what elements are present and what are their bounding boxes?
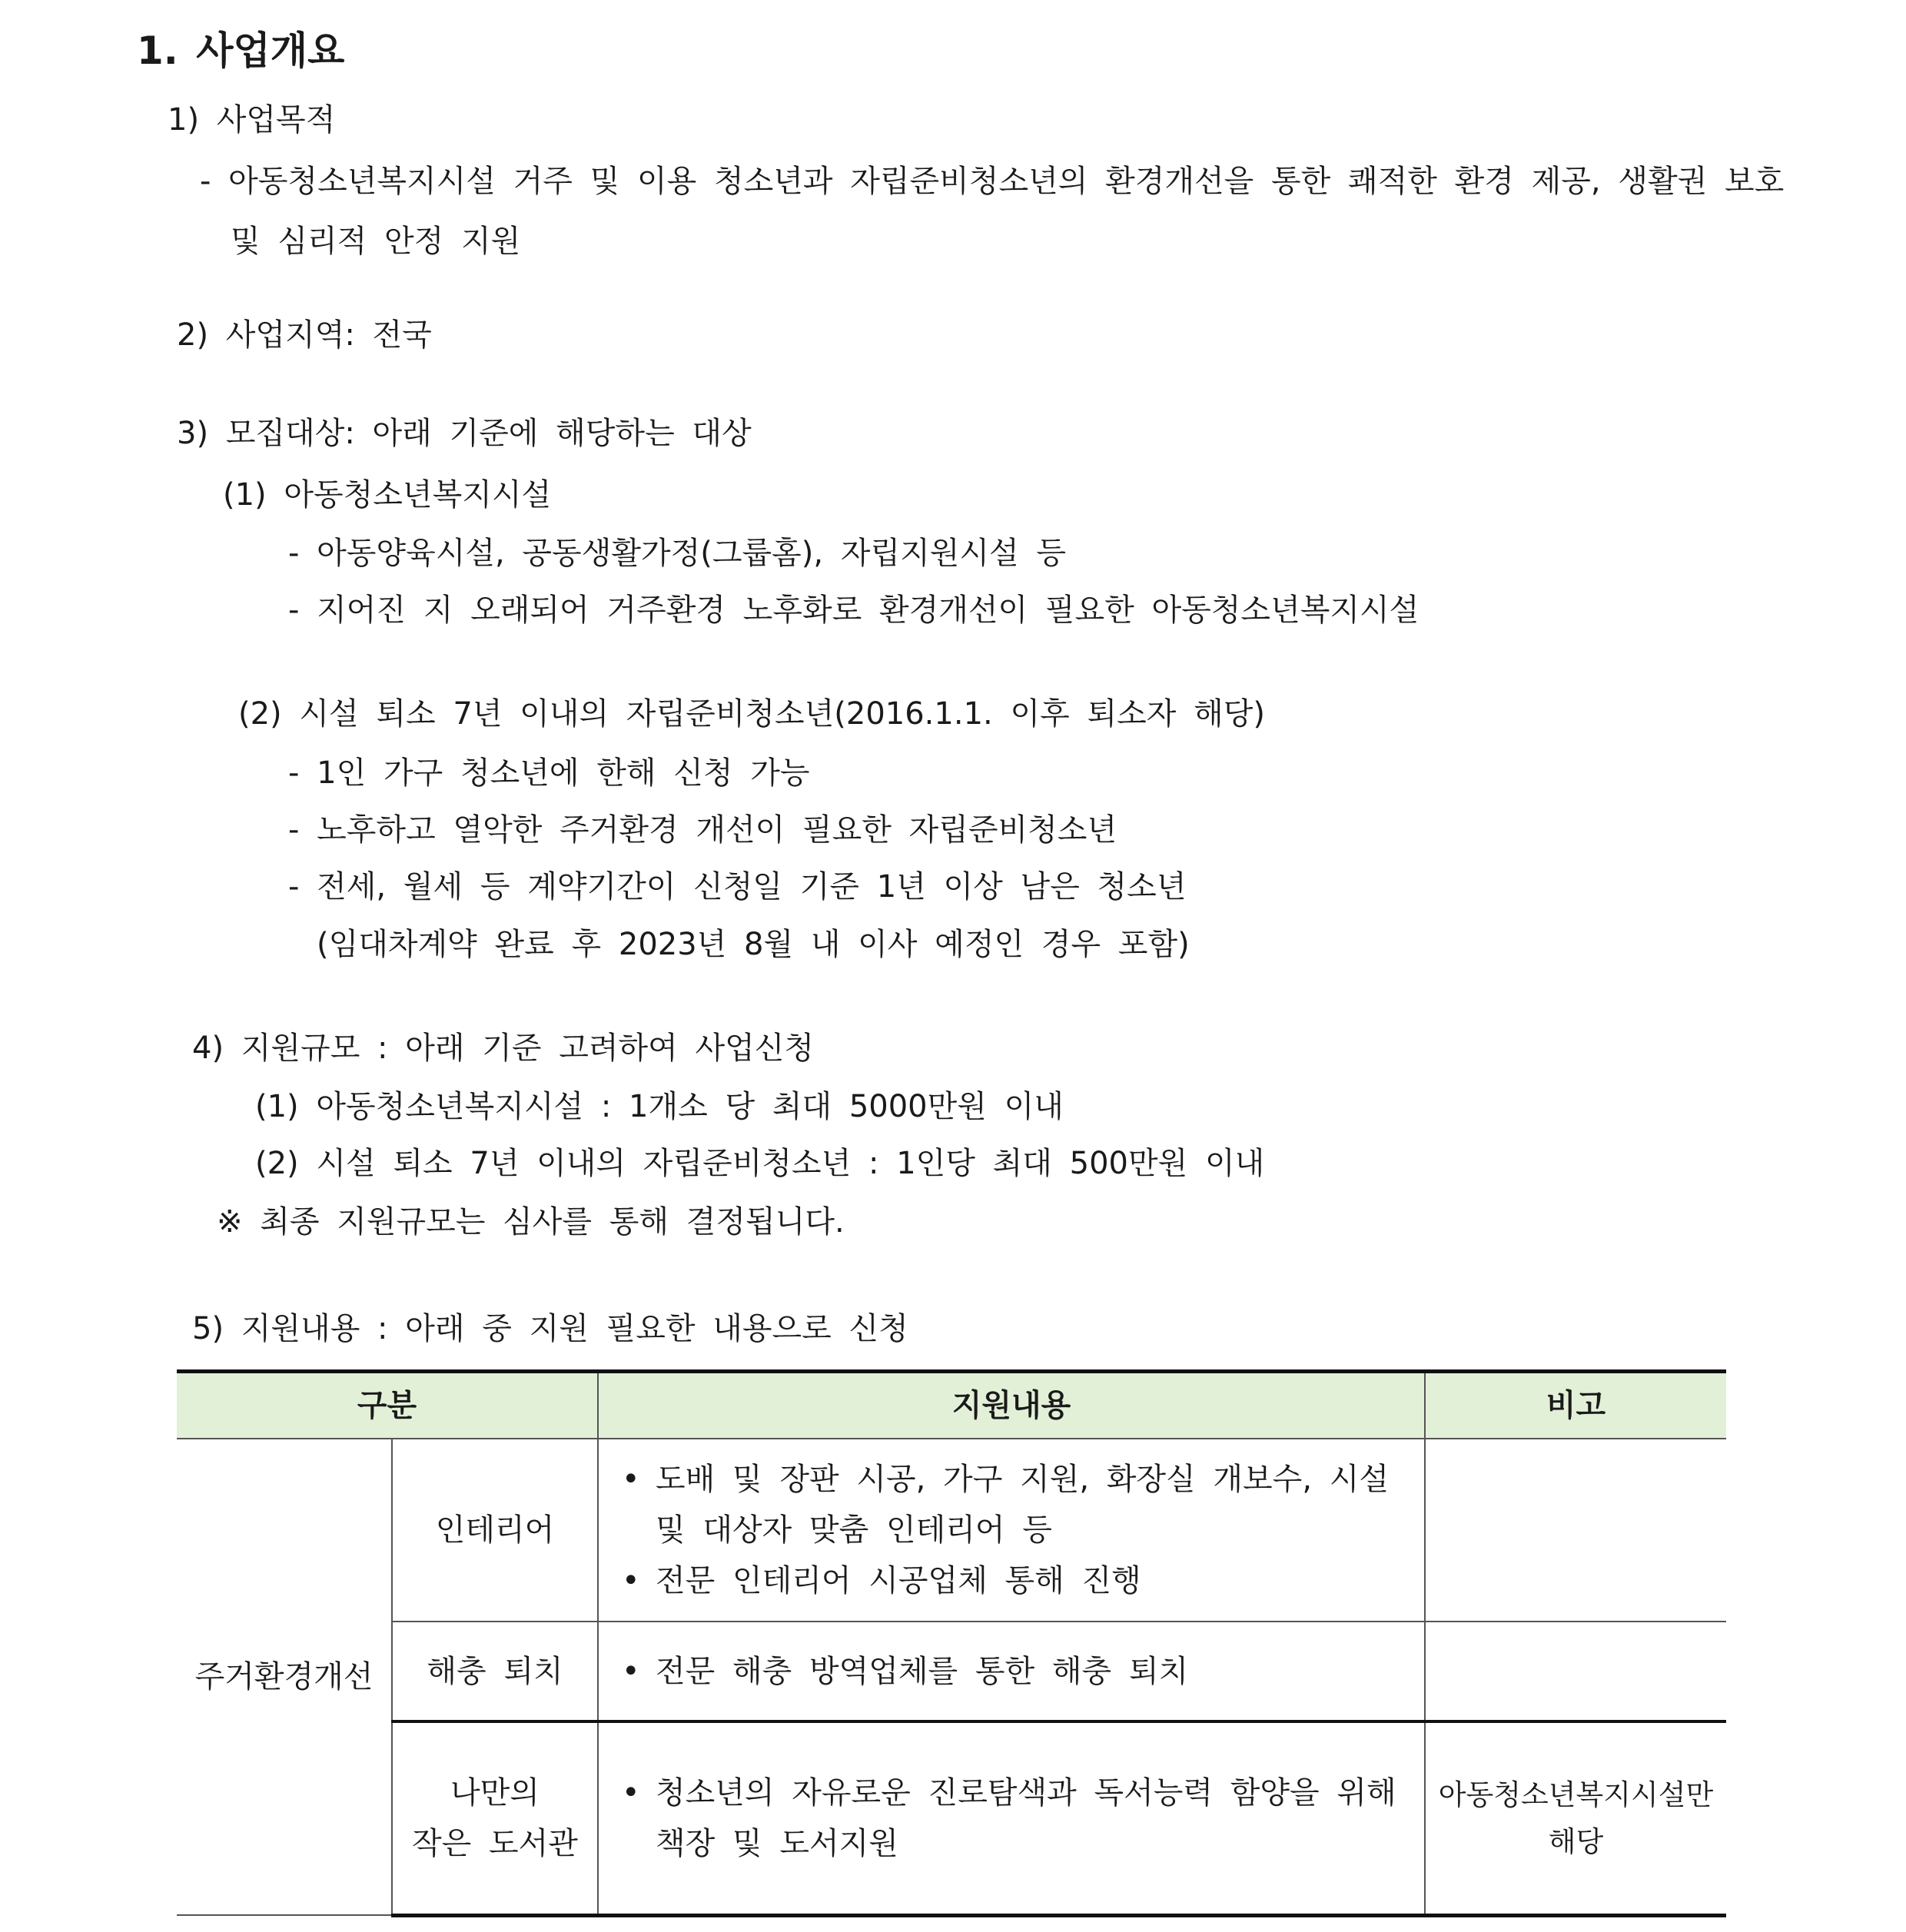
table-row [177, 1622, 1726, 1721]
content-bullet: • 전문 인테리어 시공업체 통해 진행 [622, 1555, 1406, 1606]
target-group2-note: (임대차계약 완료 후 2023년 8월 내 이사 예정인 경우 포함) [317, 927, 1190, 962]
support-content-table [177, 1369, 1726, 1917]
target-heading: 3) 모집대상: 아래 기준에 해당하는 대상 [177, 416, 752, 451]
remarks-line: 아동청소년복지시설만 [1438, 1778, 1714, 1811]
subcategory-line: 나만의 [450, 1774, 540, 1811]
content-bullet: • 도배 및 장판 시공, 가구 지원, 화장실 개보수, 시설 및 대상자 맞춤 인테리어 등 [622, 1454, 1406, 1555]
purpose-heading: 1) 사업목적 [168, 102, 336, 138]
remarks-cell [1425, 1622, 1726, 1721]
header-category: 구분 [177, 1372, 598, 1439]
subcategory-cell [392, 1721, 598, 1915]
purpose-text-line1: - 아동청소년복지시설 거주 및 이용 청소년과 자립준비청소년의 환경개선을 통한 쾌적한 환경 제공, 생활권 보호 [200, 164, 1785, 199]
target-group2-heading: (2) 시설 퇴소 7년 이내의 자립준비청소년(2016.1.1. 이후 퇴소자 해당) [238, 696, 1265, 732]
target-group2-item: - 노후하고 열악한 주거환경 개선이 필요한 자립준비청소년 [288, 812, 1117, 848]
target-group1-item: - 아동양육시설, 공동생활가정(그룹홈), 자립지원시설 등 [288, 536, 1067, 571]
scale-heading: 4) 지원규모 : 아래 기준 고려하여 사업신청 [192, 1031, 815, 1066]
table-row [177, 1721, 1726, 1915]
target-group1-heading: (1) 아동청소년복지시설 [223, 477, 552, 513]
remarks-cell [1425, 1721, 1726, 1915]
content-cell [598, 1439, 1425, 1622]
target-group1-item: - 지어진 지 오래되어 거주환경 노후화로 환경개선이 필요한 아동청소년복지시설 [288, 593, 1420, 628]
content-cell [598, 1622, 1425, 1721]
subcategory-line: 작은 도서관 [412, 1825, 578, 1861]
scale-item: (1) 아동청소년복지시설 : 1개소 당 최대 5000만원 이내 [255, 1089, 1064, 1124]
header-remarks: 비고 [1425, 1372, 1726, 1439]
scale-item: (2) 시설 퇴소 7년 이내의 자립준비청소년 : 1인당 최대 500만원 이내 [255, 1146, 1265, 1181]
remarks-line: 해당 [1548, 1824, 1604, 1858]
category-cell: 주거환경개선 [177, 1439, 392, 1915]
scale-note: ※ 최종 지원규모는 심사를 통해 결정됩니다. [217, 1204, 845, 1240]
content-bullet: • 청소년의 자유로운 진로탐색과 독서능력 함양을 위해 책장 및 도서지원 [622, 1768, 1406, 1869]
table-header-row [177, 1372, 1726, 1439]
content-heading: 5) 지원내용 : 아래 중 지원 필요한 내용으로 신청 [192, 1311, 908, 1346]
region-heading: 2) 사업지역: 전국 [177, 317, 432, 353]
content-cell [598, 1721, 1425, 1915]
table-row [177, 1439, 1726, 1622]
header-support-content: 지원내용 [598, 1372, 1425, 1439]
section-title: 1. 사업개요 [137, 28, 345, 73]
remarks-cell [1425, 1439, 1726, 1622]
subcategory-cell: 해충 퇴치 [392, 1622, 598, 1721]
content-bullet: • 전문 해충 방역업체를 통한 해충 퇴치 [622, 1646, 1406, 1697]
purpose-text-line2: 및 심리적 안정 지원 [231, 224, 521, 259]
target-group2-item: - 1인 가구 청소년에 한해 신청 가능 [288, 755, 810, 791]
target-group2-item: - 전세, 월세 등 계약기간이 신청일 기준 1년 이상 남은 청소년 [288, 869, 1187, 905]
subcategory-cell: 인테리어 [392, 1439, 598, 1622]
